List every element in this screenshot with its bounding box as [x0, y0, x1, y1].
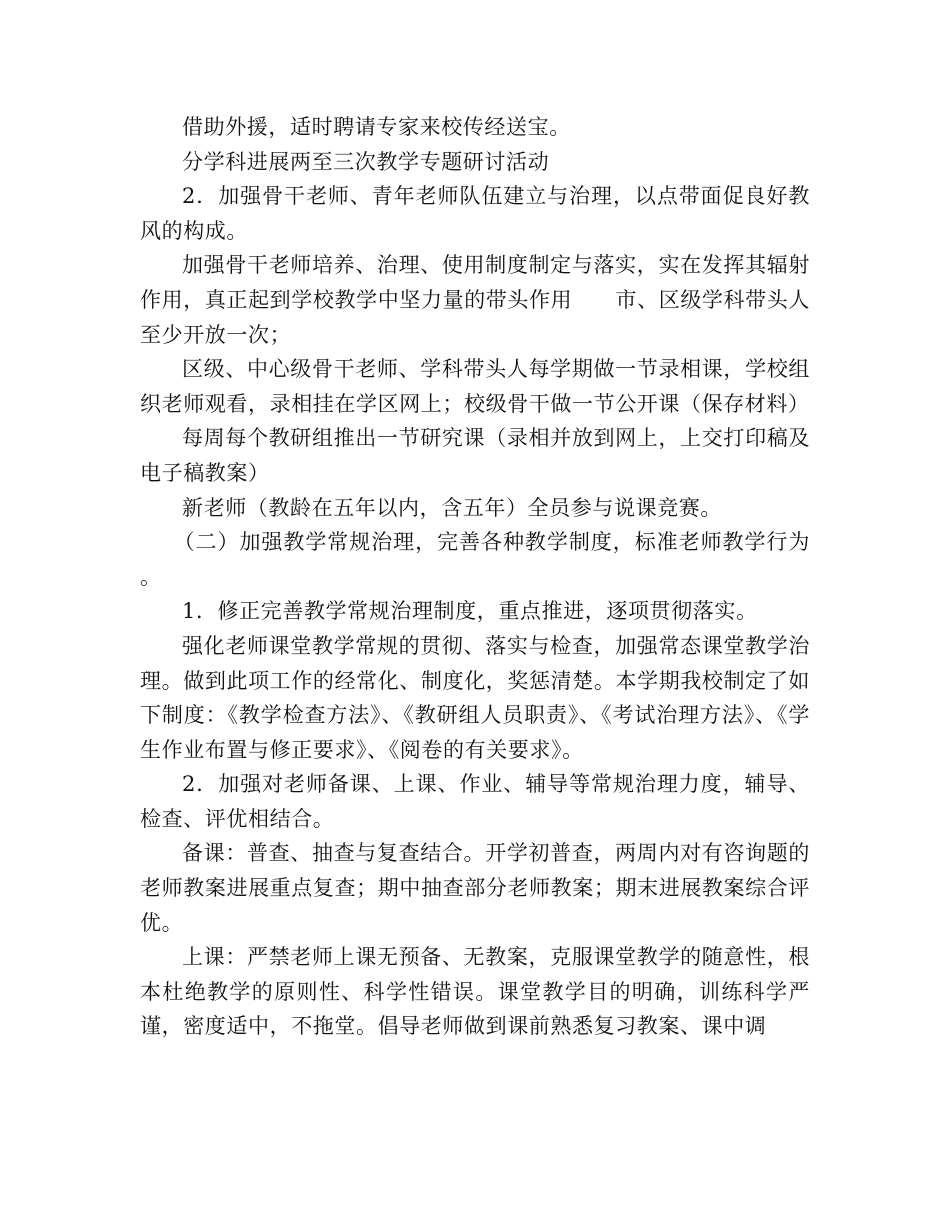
paragraph-11: 2．加强对老师备课、上课、作业、辅导等常规治理力度，辅导、检查、评优相结合。: [140, 772, 810, 831]
paragraph-6: 每周每个教研组推出一节研究课（录相并放到网上，上交打印稿及电子稿教案）: [140, 426, 810, 485]
paragraph-10: 强化老师课堂教学常规的贯彻、落实与检查，加强常态课堂教学治理。做到此项工作的经常化、制度化，奖惩清楚。本学期我校制定了如下制度：《教学检查方法》、《教研组人员职责》、《考试治理方法》、《学生作业布置与修正要求》、《阅卷的有关要求》。: [140, 633, 810, 762]
paragraph-7: 新老师（教龄在五年以内，含五年）全员参与说课竞赛。: [182, 495, 722, 520]
section-heading-2: （二）加强教学常规治理，完善各种教学制度，标准老师教学行为 。: [140, 530, 810, 589]
paragraph-4: 加强骨干老师培养、治理、使用制度制定与落实，实在发挥其辐射作用，真正起到学校教学中坚力量的带头作用 市、区级学科带头人至少开放一次；: [140, 253, 810, 347]
paragraph-5: 区级、中心级骨干老师、学科带头人每学期做一节录相课，学校组织老师观看，录相挂在学区网上；校级骨干做一节公开课（保存材料）: [140, 357, 810, 416]
paragraph-2: 分学科进展两至三次教学专题研讨活动: [182, 149, 550, 174]
paragraph-1: 借助外援，适时聘请专家来校传经送宝。: [182, 115, 571, 139]
paragraph-12: 备课：普查、抽查与复查结合。开学初普查，两周内对有咨询题的老师教案进展重点复查；期中抽查部分老师教案；期末进展教案综合评优。: [140, 841, 810, 935]
paragraph-9: 1．修正完善教学常规治理制度，重点推进，逐项贯彻落实。: [182, 599, 758, 624]
paragraph-3: 2．加强骨干老师、青年老师队伍建立与治理，以点带面促良好教风的构成。: [140, 184, 810, 243]
document-body: [140, 110, 810, 1044]
paragraph-13: 上课：严禁老师上课无预备、无教案，克服课堂教学的随意性，根本杜绝教学的原则性、科学性错误。课堂教学目的明确，训练科学严谨，密度适中，不拖堂。倡导老师做到课前熟悉复习教案、课中调: [140, 945, 810, 1039]
